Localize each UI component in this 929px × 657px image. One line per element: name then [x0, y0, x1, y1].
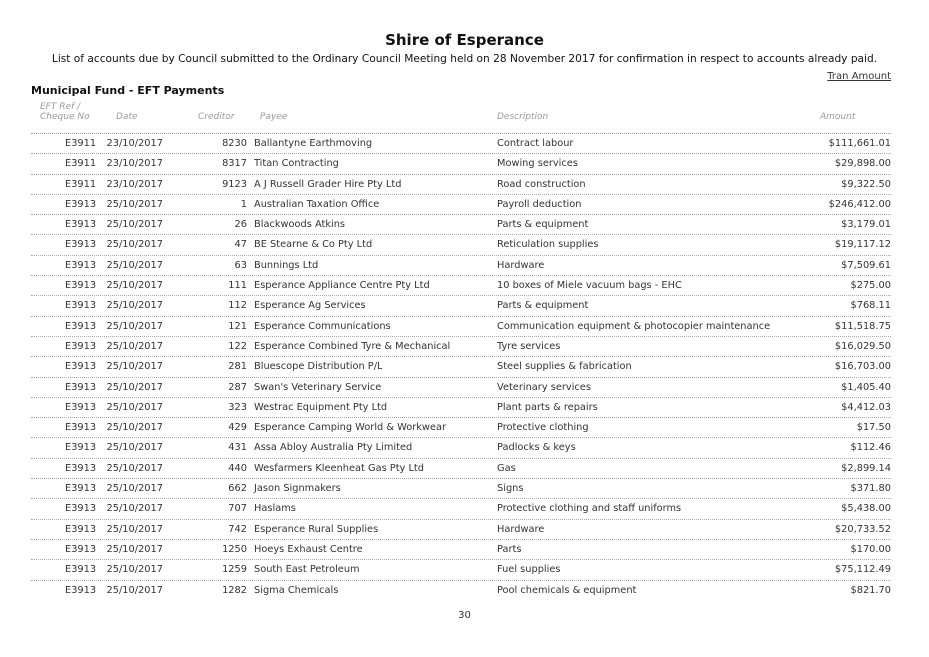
cell-date: 25/10/2017	[106, 523, 163, 535]
cell-creditor: 1259	[222, 564, 247, 576]
section-heading: Municipal Fund - EFT Payments	[31, 84, 225, 97]
cell-description: Steel supplies & fabrication	[497, 361, 632, 373]
cell-description: Plant parts & repairs	[497, 401, 598, 413]
cell-creditor: 122	[228, 340, 247, 352]
cell-amount: $3,179.01	[841, 219, 891, 231]
cell-payee: BE Stearne & Co Pty Ltd	[254, 239, 373, 251]
table-row	[31, 235, 891, 255]
cell-description: 10 boxes of Miele vacuum bags - EHC	[497, 280, 682, 292]
cell-creditor: 742	[228, 523, 247, 535]
cell-creditor: 1282	[222, 584, 247, 596]
cell-creditor: 429	[228, 422, 247, 434]
cell-payee: A J Russell Grader Hire Pty Ltd	[254, 178, 402, 190]
cell-ref: E3913	[65, 523, 97, 535]
cell-date: 25/10/2017	[106, 259, 163, 271]
column-header-ref	[40, 102, 90, 122]
cell-creditor: 431	[228, 442, 247, 454]
cell-date: 25/10/2017	[106, 543, 163, 555]
cell-amount: $111,661.01	[828, 138, 891, 149]
cell-date: 25/10/2017	[106, 198, 163, 210]
cell-date: 25/10/2017	[106, 239, 163, 251]
cell-date: 25/10/2017	[106, 442, 163, 454]
cell-amount: $29,898.00	[834, 158, 891, 170]
cell-ref: E3911	[65, 138, 97, 149]
cell-amount: $75,112.49	[834, 564, 891, 576]
cell-date: 25/10/2017	[106, 381, 163, 393]
cell-amount: $17.50	[856, 422, 891, 434]
cell-amount: $20,733.52	[834, 523, 891, 535]
cell-description: Payroll deduction	[497, 198, 582, 210]
cell-ref: E3913	[65, 462, 97, 474]
table-row	[31, 479, 891, 499]
table-row	[31, 154, 891, 174]
cell-ref: E3913	[65, 584, 97, 596]
cell-date: 25/10/2017	[106, 401, 163, 413]
cell-payee: Esperance Appliance Centre Pty Ltd	[254, 280, 430, 292]
cell-date: 25/10/2017	[106, 422, 163, 434]
column-header-payee: Payee	[260, 112, 288, 122]
cell-payee: Bunnings Ltd	[254, 259, 319, 271]
cell-ref: E3913	[65, 340, 97, 352]
cell-payee: Titan Contracting	[254, 158, 339, 170]
cell-ref: E3913	[65, 401, 97, 413]
column-header-description: Description	[497, 112, 549, 122]
cell-creditor: 323	[228, 401, 247, 413]
table-row	[31, 175, 891, 195]
table-row	[31, 560, 891, 580]
cell-amount: $768.11	[850, 300, 891, 312]
cell-creditor: 287	[228, 381, 247, 393]
cell-date: 25/10/2017	[106, 584, 163, 596]
cell-description: Signs	[497, 483, 524, 495]
cell-amount: $11,518.75	[834, 320, 891, 332]
cell-amount: $7,509.61	[841, 259, 891, 271]
cell-date: 23/10/2017	[106, 178, 163, 190]
cell-payee: Esperance Ag Services	[254, 300, 366, 312]
cell-creditor: 9123	[222, 178, 247, 190]
cell-payee: Assa Abloy Australia Pty Limited	[254, 442, 413, 454]
cell-description: Protective clothing and staff uniforms	[497, 503, 682, 515]
cell-description: Hardware	[497, 259, 545, 271]
cell-creditor: 112	[228, 300, 247, 312]
cell-payee: Wesfarmers Kleenheat Gas Pty Ltd	[254, 462, 424, 474]
cell-description: Pool chemicals & equipment	[497, 584, 637, 596]
table-row	[31, 459, 891, 479]
cell-payee: Bluescope Distribution P/L	[254, 361, 383, 373]
column-header-date: Date	[116, 112, 138, 122]
cell-ref: E3913	[65, 198, 97, 210]
cell-creditor: 8317	[222, 158, 247, 170]
cell-description: Hardware	[497, 523, 545, 535]
cell-ref: E3913	[65, 422, 97, 434]
cell-date: 25/10/2017	[106, 320, 163, 332]
table-row	[31, 215, 891, 235]
tran-amount-link[interactable]: Tran Amount	[827, 71, 891, 82]
column-header-creditor: Creditor	[198, 112, 235, 122]
cell-amount: $5,438.00	[841, 503, 891, 515]
table-row	[31, 378, 891, 398]
cell-payee: South East Petroleum	[254, 564, 360, 576]
cell-description: Padlocks & keys	[497, 442, 576, 454]
cell-amount: $275.00	[850, 280, 891, 292]
cell-payee: Esperance Communications	[254, 320, 391, 332]
cell-creditor: 63	[234, 259, 247, 271]
cell-date: 25/10/2017	[106, 340, 163, 352]
cell-payee: Australian Taxation Office	[254, 198, 380, 210]
table-row	[31, 195, 891, 215]
cell-payee: Westrac Equipment Pty Ltd	[254, 401, 388, 413]
cell-amount: $4,412.03	[841, 401, 891, 413]
cell-description: Parts & equipment	[497, 300, 589, 312]
cell-creditor: 1	[240, 198, 247, 210]
cell-payee: Sigma Chemicals	[254, 584, 339, 596]
cell-ref: E3913	[65, 361, 97, 373]
column-header-ref-line1: EFT Ref /	[40, 102, 81, 112]
cell-creditor: 47	[234, 239, 247, 251]
cell-date: 25/10/2017	[106, 462, 163, 474]
cell-ref: E3913	[65, 320, 97, 332]
cell-creditor: 26	[234, 219, 247, 231]
table-row	[31, 256, 891, 276]
cell-amount: $16,029.50	[834, 340, 891, 352]
cell-date: 25/10/2017	[106, 503, 163, 515]
cell-ref: E3913	[65, 564, 97, 576]
cell-creditor: 8230	[222, 138, 247, 149]
payments-table	[0, 134, 929, 601]
cell-description: Veterinary services	[497, 381, 591, 393]
cell-amount: $112.46	[850, 442, 891, 454]
cell-ref: E3913	[65, 259, 97, 271]
cell-ref: E3913	[65, 381, 97, 393]
cell-amount: $821.70	[850, 584, 891, 596]
table-row	[31, 418, 891, 438]
cell-amount: $16,703.00	[834, 361, 891, 373]
cell-amount: $1,405.40	[841, 381, 891, 393]
cell-creditor: 440	[228, 462, 247, 474]
table-row	[31, 296, 891, 316]
cell-description: Contract labour	[497, 138, 574, 149]
cell-description: Road construction	[497, 178, 586, 190]
table-row	[31, 276, 891, 296]
cell-payee: Haslams	[254, 503, 296, 515]
cell-amount: $19,117.12	[834, 239, 891, 251]
cell-creditor: 707	[228, 503, 247, 515]
cell-payee: Blackwoods Atkins	[254, 219, 346, 231]
cell-payee: Swan's Veterinary Service	[254, 381, 382, 393]
cell-ref: E3913	[65, 483, 97, 495]
cell-date: 25/10/2017	[106, 361, 163, 373]
page-number: 30	[458, 610, 471, 621]
cell-creditor: 662	[228, 483, 247, 495]
column-header-ref-line2: Cheque No	[40, 112, 90, 122]
table-row	[31, 499, 891, 519]
cell-date: 25/10/2017	[106, 483, 163, 495]
cell-payee: Esperance Rural Supplies	[254, 523, 379, 535]
cell-description: Protective clothing	[497, 422, 589, 434]
cell-date: 25/10/2017	[106, 564, 163, 576]
cell-date: 25/10/2017	[106, 280, 163, 292]
cell-ref: E3913	[65, 219, 97, 231]
cell-ref: E3913	[65, 442, 97, 454]
cell-date: 23/10/2017	[106, 158, 163, 170]
cell-description: Tyre services	[497, 340, 561, 352]
cell-date: 23/10/2017	[106, 138, 163, 149]
table-row	[31, 540, 891, 560]
cell-ref: E3911	[65, 158, 97, 170]
document-subtitle: List of accounts due by Council submitted to the Ordinary Council Meeting held on 28 November 2017 for confirmation in respect to accounts already paid.	[51, 53, 878, 65]
table-row	[31, 520, 891, 540]
cell-date: 25/10/2017	[106, 219, 163, 231]
cell-description: Gas	[497, 462, 516, 474]
cell-payee: Hoeys Exhaust Centre	[254, 543, 363, 555]
table-row	[31, 337, 891, 357]
cell-creditor: 121	[228, 320, 247, 332]
cell-amount: $246,412.00	[828, 198, 891, 210]
cell-payee: Ballantyne Earthmoving	[254, 138, 373, 149]
table-row	[31, 317, 891, 337]
column-header-amount: Amount	[820, 112, 856, 122]
cell-ref: E3911	[65, 178, 97, 190]
cell-description: Reticulation supplies	[497, 239, 599, 251]
cell-ref: E3913	[65, 543, 97, 555]
cell-description: Fuel supplies	[497, 564, 561, 576]
cell-description: Parts	[497, 543, 522, 555]
cell-amount: $371.80	[850, 483, 891, 495]
cell-payee: Jason Signmakers	[254, 483, 341, 495]
cell-creditor: 281	[228, 361, 247, 373]
cell-description: Parts & equipment	[497, 219, 589, 231]
cell-payee: Esperance Combined Tyre & Mechanical	[254, 340, 451, 352]
table-row	[31, 357, 891, 377]
cell-ref: E3913	[65, 300, 97, 312]
cell-amount: $170.00	[850, 543, 891, 555]
cell-creditor: 1250	[222, 543, 247, 555]
cell-ref: E3913	[65, 280, 97, 292]
table-row	[31, 134, 891, 154]
cell-payee: Esperance Camping World & Workwear	[254, 422, 447, 434]
cell-ref: E3913	[65, 503, 97, 515]
cell-amount: $2,899.14	[841, 462, 891, 474]
cell-description: Mowing services	[497, 158, 578, 170]
cell-creditor: 111	[228, 280, 247, 292]
document-title: Shire of Esperance	[385, 31, 544, 49]
cell-ref: E3913	[65, 239, 97, 251]
table-row	[31, 398, 891, 418]
cell-date: 25/10/2017	[106, 300, 163, 312]
cell-description: Communication equipment & photocopier maintenance	[497, 320, 771, 332]
table-row	[31, 438, 891, 458]
table-row	[31, 581, 891, 601]
cell-amount: $9,322.50	[841, 178, 891, 190]
